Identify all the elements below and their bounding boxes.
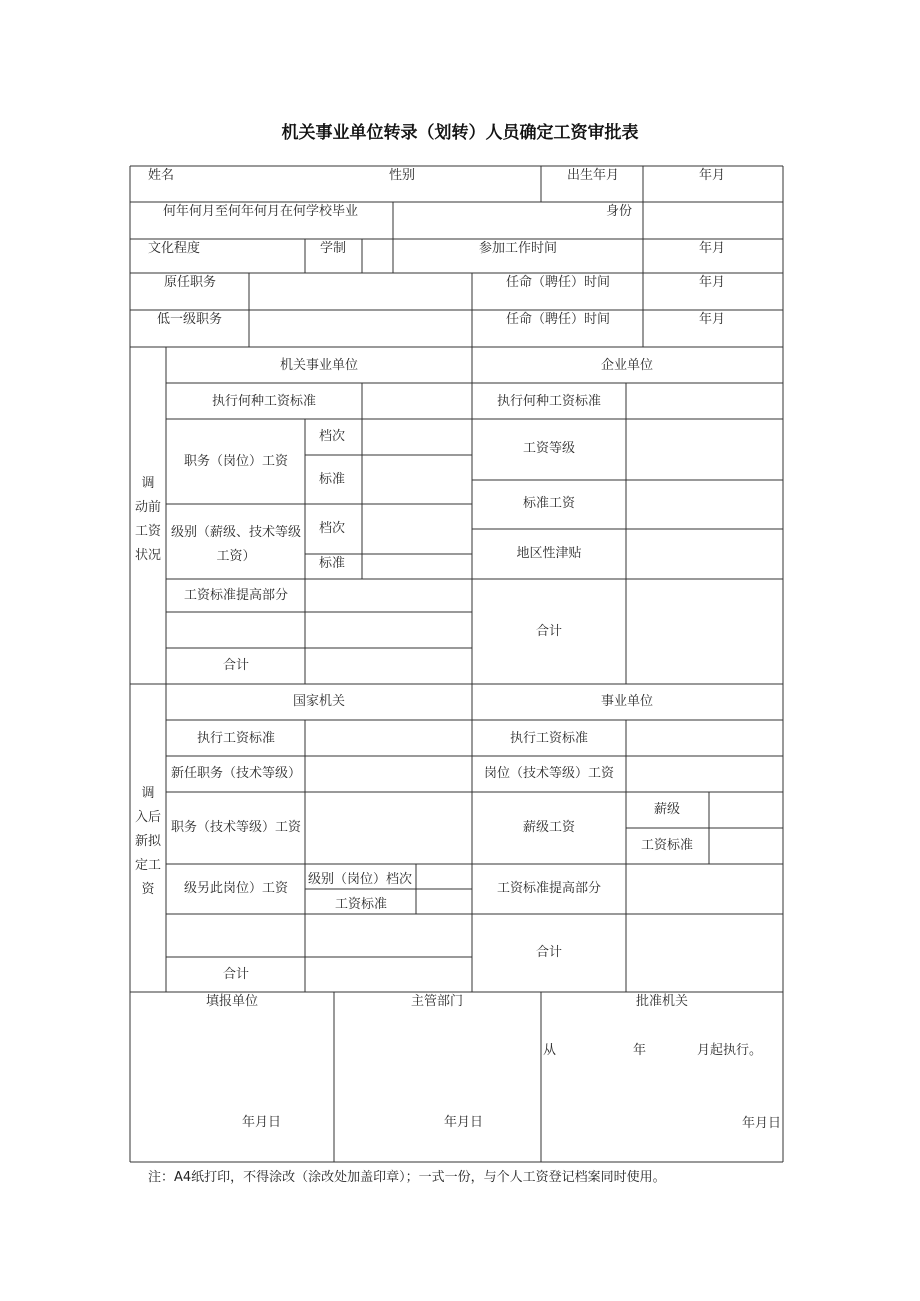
ent-level-label: 工资等级	[522, 441, 576, 456]
grade-label: 档次	[319, 429, 346, 444]
page-title: 机关事业单位转录（划转）人员确定工资审批表	[281, 123, 639, 143]
level-std-label: 工资标准	[335, 897, 388, 912]
level-wage-label-2: 工资）	[216, 549, 256, 564]
supervisor-label: 主管部门	[410, 994, 464, 1009]
ent-allowance-label: 地区性津贴	[516, 546, 582, 561]
standard-label: 标准	[319, 472, 346, 487]
after-inst-header: 事业单位	[600, 694, 654, 709]
inst-salary-label: 薪级工资	[522, 820, 576, 835]
before-total-label: 合计	[222, 658, 250, 673]
inst-std-label: 执行工资标准	[509, 731, 589, 746]
orig-appoint-label: 任命（聘任）时间	[506, 275, 611, 290]
education-label: 文化程度	[148, 241, 201, 256]
level-wage-label: 级另此岗位）工资	[183, 881, 289, 896]
orig-post-label: 原任职务	[164, 275, 217, 290]
inst-post-wage-label: 岗位（技术等级）工资	[483, 766, 615, 781]
level-wage-label-1: 级别（薪级、技术等级	[170, 525, 302, 540]
after-side-line: 新拟	[135, 834, 162, 849]
after-side-line: 资	[141, 882, 155, 897]
before-side-label	[135, 472, 161, 568]
name-label: 姓名	[148, 168, 175, 183]
lower-appoint-value: 年月	[699, 312, 726, 327]
exec-year: 年	[633, 1043, 647, 1058]
ent-std-wage-label: 标准工资	[522, 496, 576, 511]
exec-from: 从	[543, 1043, 557, 1058]
before-raise-label: 工资标准提高部分	[183, 588, 289, 603]
work-start-label: 参加工作时间	[479, 241, 558, 256]
before-side-line: 工资	[135, 524, 162, 539]
lower-appoint-label: 任命（聘任）时间	[506, 312, 611, 327]
gov-std-label: 执行工资标准	[196, 731, 276, 746]
approver-date: 年月日	[742, 1116, 782, 1131]
wage-std-label: 工资标准	[640, 838, 694, 853]
after-side-line: 定工	[135, 858, 162, 873]
grade2-label: 档次	[319, 521, 346, 536]
before-org-header: 机关事业单位	[279, 358, 359, 373]
before-side-line: 调	[141, 476, 155, 491]
footnote: 注：A4纸打印，不得涂改（涂改处加盖印章）；一式一份，与个人工资登记档案同时使用。	[148, 1170, 666, 1185]
approver-label: 批准机关	[635, 994, 689, 1009]
after-gov-header: 国家机关	[292, 694, 346, 709]
birth-label: 出生年月	[567, 168, 620, 183]
orig-appoint-value: 年月	[699, 275, 726, 290]
ent-total-label: 合计	[535, 624, 563, 639]
after-side-line: 入后	[135, 810, 162, 825]
gender-label: 性别	[389, 168, 416, 183]
work-start-value: 年月	[699, 241, 726, 256]
reporter-label: 填报单位	[205, 994, 259, 1009]
post-tech-wage-label: 职务（技术等级）工资	[170, 820, 302, 835]
reporter-date: 年月日	[242, 1115, 282, 1130]
school-label: 何年何月至何年何月在何学校毕业	[163, 204, 359, 219]
duration-label: 学制	[320, 241, 347, 256]
salary-grade-label: 薪级	[653, 802, 681, 817]
new-post-label: 新任职务（技术等级）	[170, 766, 302, 781]
after-total-label: 合计	[222, 967, 250, 982]
inst-raise-label: 工资标准提高部分	[496, 881, 602, 896]
standard2-label: 标准	[319, 556, 346, 571]
lower-post-label: 低一级职务	[157, 312, 223, 327]
level-grade-label: 级别（岗位）档次	[308, 872, 413, 887]
before-ent-std-label: 执行何种工资标准	[496, 394, 602, 409]
post-wage-label: 职务（岗位）工资	[183, 454, 289, 469]
inst-total-label: 合计	[535, 945, 563, 960]
after-side-line: 调	[141, 786, 155, 801]
supervisor-date: 年月日	[444, 1115, 484, 1130]
exec-month: 月起执行。	[697, 1043, 763, 1058]
before-ent-header: 企业单位	[600, 358, 654, 373]
before-side-line: 状况	[135, 548, 162, 563]
identity-label: 身份	[606, 204, 633, 219]
before-org-std-label: 执行何种工资标准	[211, 394, 317, 409]
birth-value: 年月	[699, 168, 726, 183]
after-side-label	[135, 782, 161, 902]
before-side-line: 动前	[135, 500, 162, 515]
